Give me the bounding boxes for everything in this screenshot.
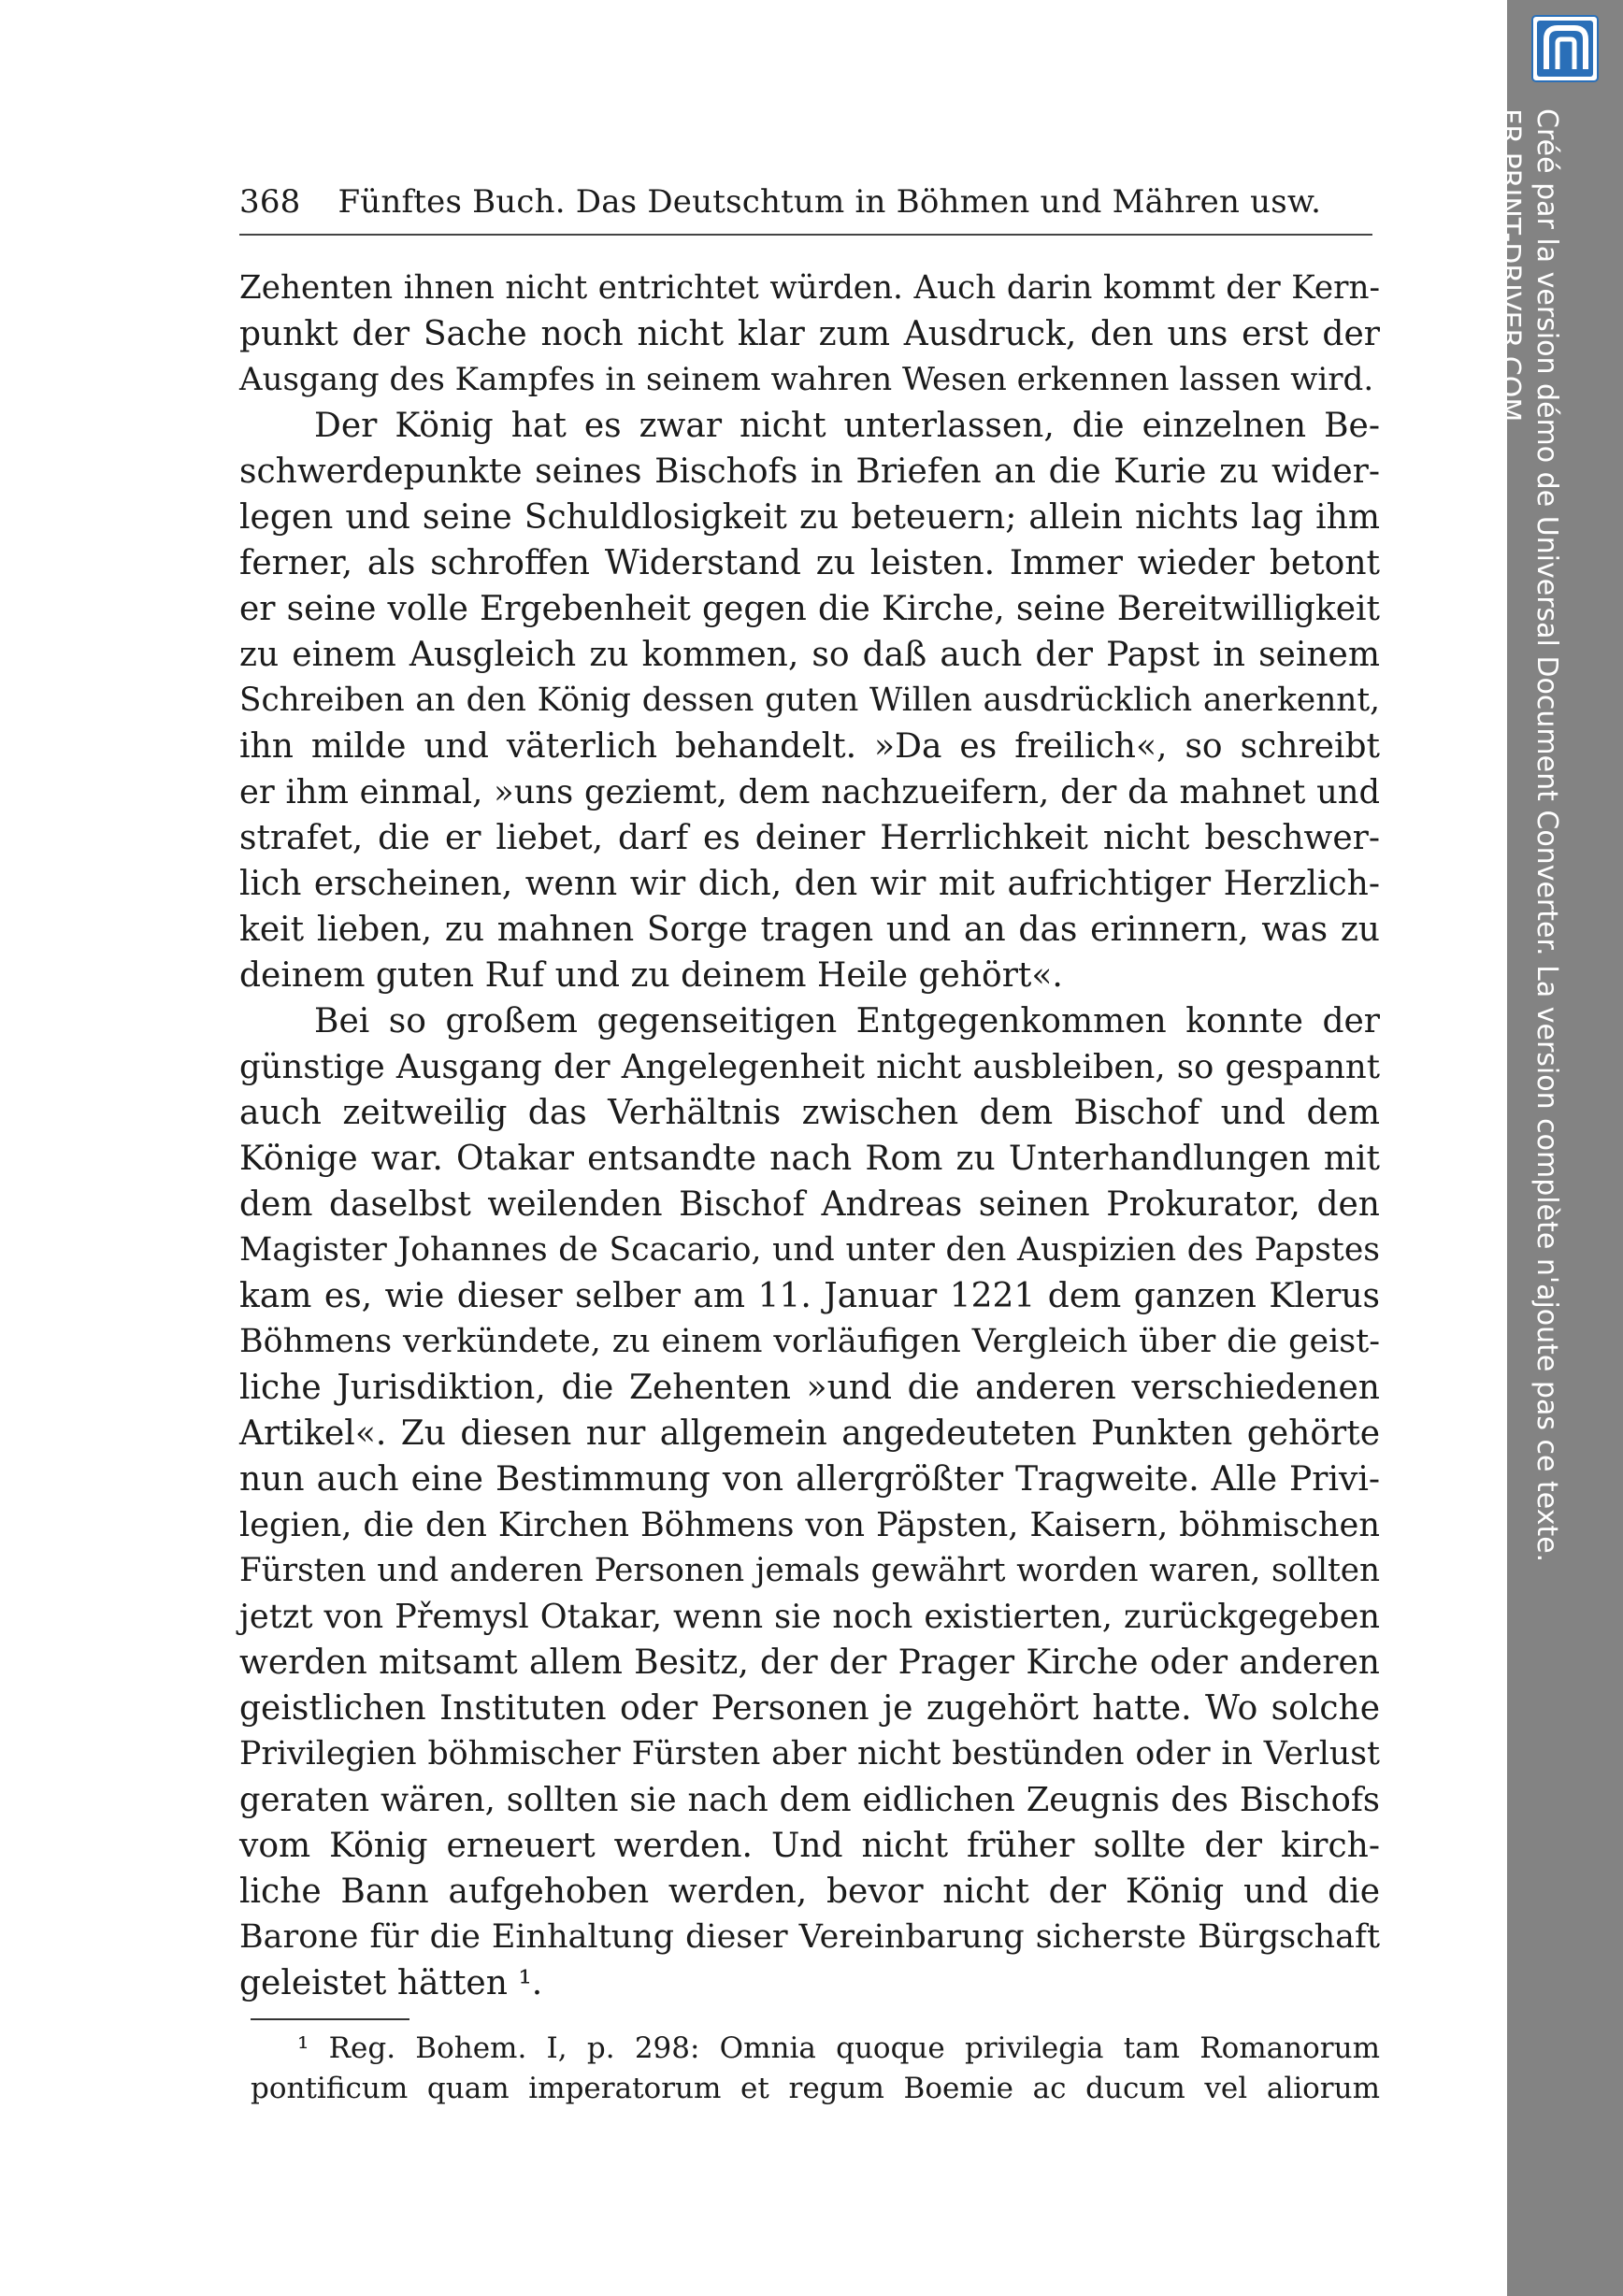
running-header [239, 183, 1372, 221]
text-line: Zehenten ihnen nicht entrichtet würden. Auch darin kommt der Kern- [239, 269, 1380, 307]
text-line: auch zeitweilig das Verhältnis zwischen dem Bischof und dem [239, 1094, 1380, 1132]
text-line: Fürsten und anderen Personen jemals gewährt worden waren, sollten [239, 1552, 1380, 1589]
page-number: 368 [239, 183, 301, 221]
text-line: legien, die den Kirchen Böhmens von Päpsten, Kaisern, böhmischen [239, 1506, 1380, 1544]
text-line: Artikel«. Zu diesen nur allgemein angedeuteten Punkten gehörte [239, 1414, 1380, 1453]
header-rule [239, 234, 1372, 236]
text-line: punkt der Sache noch nicht klar zum Ausdruck, den uns erst der [239, 315, 1380, 353]
text-line: Schreiben an den König dessen guten Willen ausdrücklich anerkennt, [239, 682, 1380, 719]
running-title: Fünftes Buch. Das Deutschtum in Böhmen und Mähren usw. [338, 183, 1322, 221]
watermark-text [1490, 108, 1565, 1562]
text-line: liche Jurisdiktion, die Zehenten »und die anderen verschiedenen [239, 1369, 1380, 1407]
text-line: strafet, die er liebet, darf es deiner Herrlichkeit nicht beschwer- [239, 819, 1380, 857]
text-line: jetzt von Přemysl Otakar, wenn sie noch existierten, zurückgegeben [239, 1598, 1380, 1636]
text-line: liche Bann aufgehoben werden, bevor nicht der König und die [239, 1873, 1380, 1911]
text-line: geraten wären, sollten sie nach dem eidlichen Zeugnis des Bischofs [239, 1781, 1380, 1819]
text-line: lich erscheinen, wenn wir dich, den wir mit aufrichtiger Herzlich- [239, 865, 1380, 903]
text-line: Magister Johannes de Scacario, und unter den Auspizien des Papstes [239, 1231, 1380, 1269]
text-line: kam es, wie dieser selber am 11. Januar 1221 dem ganzen Klerus [239, 1277, 1380, 1315]
text-line: Könige war. Otakar entsandte nach Rom zu Unterhandlungen mit [239, 1140, 1380, 1178]
body-text [239, 265, 1380, 2006]
text-line: Bei so großem gegenseitigen Entgegenkommen konnte der [314, 1002, 1380, 1040]
text-line: zu einem Ausgleich zu kommen, so daß auch der Papst in seinem [239, 636, 1380, 674]
watermark-line-1: Créé par la version démo de Universal Document Converter. La version complète n'ajoute pas ce texte. [1530, 108, 1563, 1563]
footnote-rule [251, 2018, 409, 2020]
footnotes [251, 2029, 1380, 2109]
text-line: schwerdepunkte seines Bischofs in Briefen an die Kurie zu wider- [239, 452, 1380, 491]
text-line: nun auch eine Bestimmung von allergrößter Tragweite. Alle Privi- [239, 1460, 1380, 1499]
text-line: günstige Ausgang der Angelegenheit nicht ausbleiben, so gespannt [239, 1048, 1380, 1086]
text-line: Der König hat es zwar nicht unterlassen, die einzelnen Be- [314, 407, 1380, 445]
udc-logo-icon [1531, 15, 1599, 82]
watermark-sidebar [1493, 0, 1623, 2296]
text-line: er seine volle Ergebenheit gegen die Kirche, seine Bereitwilligkeit [239, 590, 1380, 628]
text-line: vom König erneuert werden. Und nicht früher sollte der kirch- [239, 1827, 1380, 1865]
text-line: geleistet hätten ¹. [239, 1964, 543, 2002]
text-line: er ihm einmal, »uns geziemt, dem nachzueifern, der da mahnet und [239, 773, 1380, 811]
text-line: werden mitsamt allem Besitz, der der Prager Kirche oder anderen [239, 1643, 1380, 1682]
watermark-line-2: FR.PRINT-DRIVER.COM [1493, 108, 1526, 423]
text-line: geistlichen Instituten oder Personen je zugehört hatte. Wo solche [239, 1689, 1380, 1728]
text-line: Barone für die Einhaltung dieser Vereinbarung sicherste Bürgschaft [239, 1918, 1380, 1956]
text-line: Böhmens verkündete, zu einem vorläufigen Vergleich über die geist- [239, 1323, 1380, 1360]
text-line: ferner, als schroffen Widerstand zu leisten. Immer wieder betont [239, 544, 1380, 582]
text-line: legen und seine Schuldlosigkeit zu beteuern; allein nichts lag ihm [239, 498, 1380, 537]
text-line: dem daselbst weilenden Bischof Andreas seinen Prokurator, den [239, 1185, 1380, 1224]
text-line: deinem guten Ruf und zu deinem Heile gehört«. [239, 956, 1063, 995]
text-line: ihn milde und väterlich behandelt. »Da es freilich«, so schreibt [239, 727, 1380, 766]
text-line: keit lieben, zu mahnen Sorge tragen und an das erinnern, was zu [239, 911, 1380, 949]
footnote-line: ¹ Reg. Bohem. I, p. 298: Omnia quoque privilegia tam Romanorum [297, 2031, 1380, 2065]
footnote-line: pontificum quam imperatorum et regum Boemie ac ducum vel aliorum [251, 2072, 1380, 2105]
text-line: Ausgang des Kampfes in seinem wahren Wesen erkennen lassen wird. [239, 361, 1374, 398]
text-line: Privilegien böhmischer Fürsten aber nicht bestünden oder in Verlust [239, 1735, 1380, 1772]
